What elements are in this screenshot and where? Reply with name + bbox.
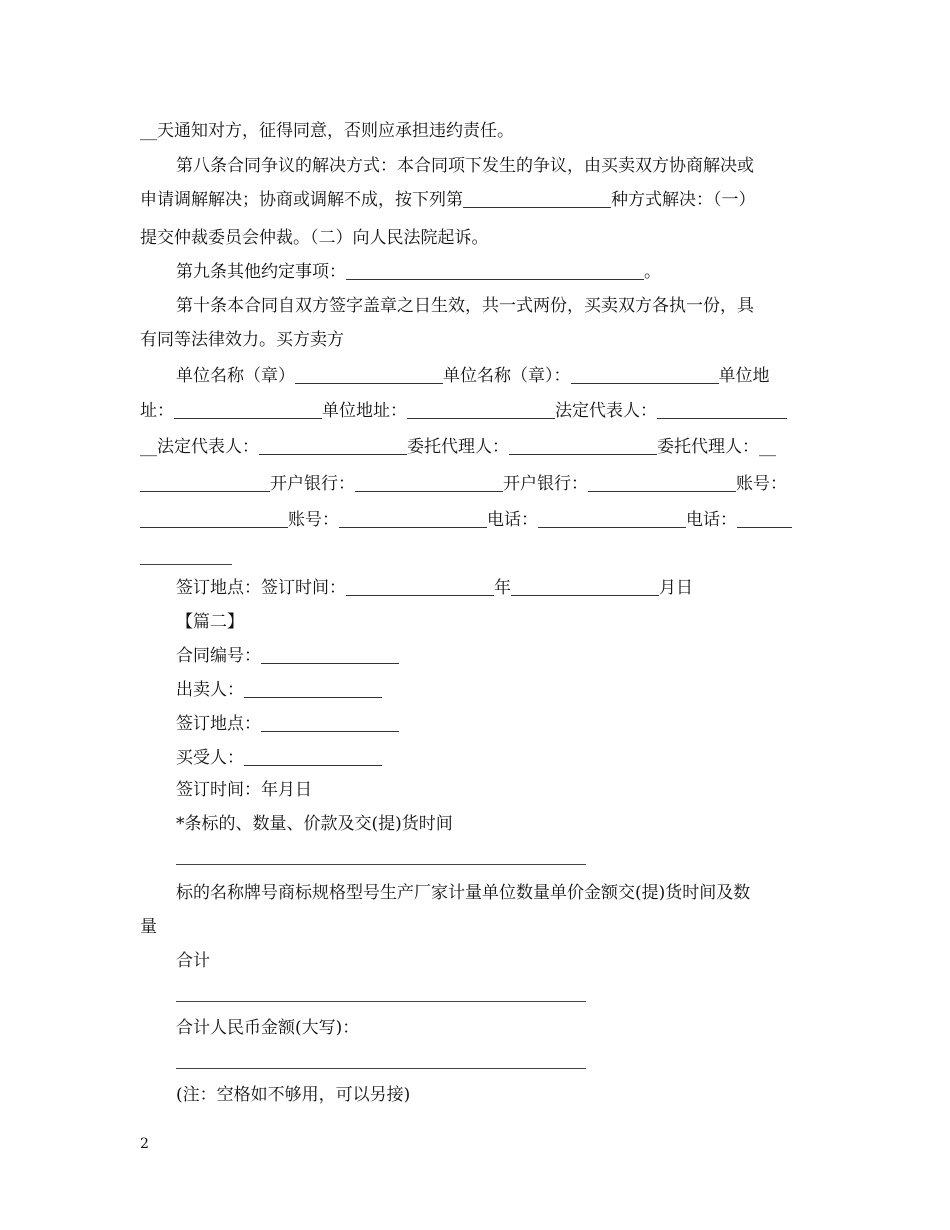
page-number: 2: [140, 1136, 149, 1152]
blank-field: [261, 715, 399, 732]
text-segment: 开户银行：: [270, 474, 355, 494]
text-line: [176, 578, 693, 598]
blank-field: [346, 263, 644, 280]
text-line: __天通知对方，征得同意，否则应承担违约责任。: [140, 121, 514, 141]
blank-field: [259, 438, 407, 455]
text-line: [176, 646, 399, 666]
text-line: 提交仲裁委员会仲裁。（二）向人民法院起诉。: [140, 228, 489, 248]
blank-field: [355, 475, 503, 492]
text-segment: 委托代理人：: [407, 437, 509, 457]
text-segment: 签订地点：: [176, 714, 261, 734]
text-segment: 签订地点：签订时间：: [176, 578, 346, 598]
text-line: [140, 510, 792, 530]
text-segment: 月日: [659, 578, 693, 598]
blank-field: [588, 475, 736, 492]
text-segment: 种方式解决：（一）: [611, 190, 756, 210]
blank-field: [295, 367, 443, 384]
blank-field: [244, 749, 382, 766]
text-line: [140, 190, 756, 210]
text-segment: 电话：: [487, 510, 538, 530]
text-line: [176, 714, 399, 734]
text-line: [176, 366, 770, 386]
section-heading: 【篇二】: [176, 612, 244, 632]
text-segment: __法定代表人：: [140, 437, 259, 457]
blank-field: [339, 511, 487, 528]
text-segment: 第九条其他约定事项：: [176, 262, 346, 282]
blank-field: [176, 1001, 586, 1002]
blank-field: [509, 438, 657, 455]
text-segment: 单位名称（章）：: [443, 366, 571, 386]
blank-field: [538, 511, 686, 528]
text-segment: 出卖人：: [176, 680, 244, 700]
text-segment: 址：: [140, 401, 174, 421]
text-line: [176, 748, 382, 768]
blank-field: [174, 402, 322, 419]
text-line: 合计: [176, 951, 210, 971]
text-line: 合计人民币金额(大写)：: [176, 1018, 360, 1038]
blank-field: [511, 579, 659, 596]
text-segment: 单位地: [718, 366, 770, 386]
text-line: 签订时间：年月日: [176, 780, 312, 800]
blank-field: [176, 864, 586, 865]
text-segment: 年: [494, 578, 511, 598]
blank-field: [346, 579, 494, 596]
text-segment: 。: [644, 262, 661, 282]
text-segment: 单位地址：: [322, 401, 407, 421]
text-line: (注：空格如不够用，可以另接): [176, 1085, 411, 1105]
blank-field: [140, 511, 288, 528]
blank-field: [261, 647, 399, 664]
text-line: *条标的、数量、价款及交(提)货时间: [176, 814, 453, 834]
clause-9: [176, 262, 661, 282]
blank-field: [571, 367, 719, 384]
text-segment: 单位名称（章）: [176, 366, 295, 386]
text-line: [140, 437, 776, 457]
blank-field: [463, 191, 611, 208]
text-line: 量: [140, 917, 157, 937]
text-line: 标的名称牌号商标规格型号生产厂家计量单位数量单价金额交(提)货时间及数: [176, 883, 751, 903]
text-line: [140, 401, 787, 421]
text-segment: 账号：: [288, 510, 339, 530]
clause-10: 第十条本合同自双方签字盖章之日生效，共一式两份，买卖双方各执一份，具: [176, 296, 754, 316]
clause-8: 第八条合同争议的解决方式：本合同项下发生的争议，由买卖双方协商解决或: [176, 156, 754, 176]
text-segment: 电话：: [686, 510, 737, 530]
text-segment: 申请调解解决；协商或调解不成，按下列第: [140, 190, 463, 210]
text-line: 有同等法律效力。买方卖方: [140, 330, 344, 350]
blank-field: [244, 681, 382, 698]
blank-field: [140, 475, 270, 492]
text-segment: 法定代表人：: [555, 401, 657, 421]
text-segment: 合同编号：: [176, 646, 261, 666]
text-segment: 买受人：: [176, 748, 244, 768]
blank-field: [657, 402, 787, 419]
text-segment: 委托代理人：__: [657, 437, 776, 457]
text-segment: 账号：: [736, 474, 787, 494]
blank-field: [140, 564, 232, 565]
text-segment: 开户银行：: [503, 474, 588, 494]
blank-field: [737, 511, 792, 528]
blank-field: [407, 402, 555, 419]
blank-field: [176, 1068, 586, 1069]
text-line: [140, 474, 787, 494]
text-line: [176, 680, 382, 700]
